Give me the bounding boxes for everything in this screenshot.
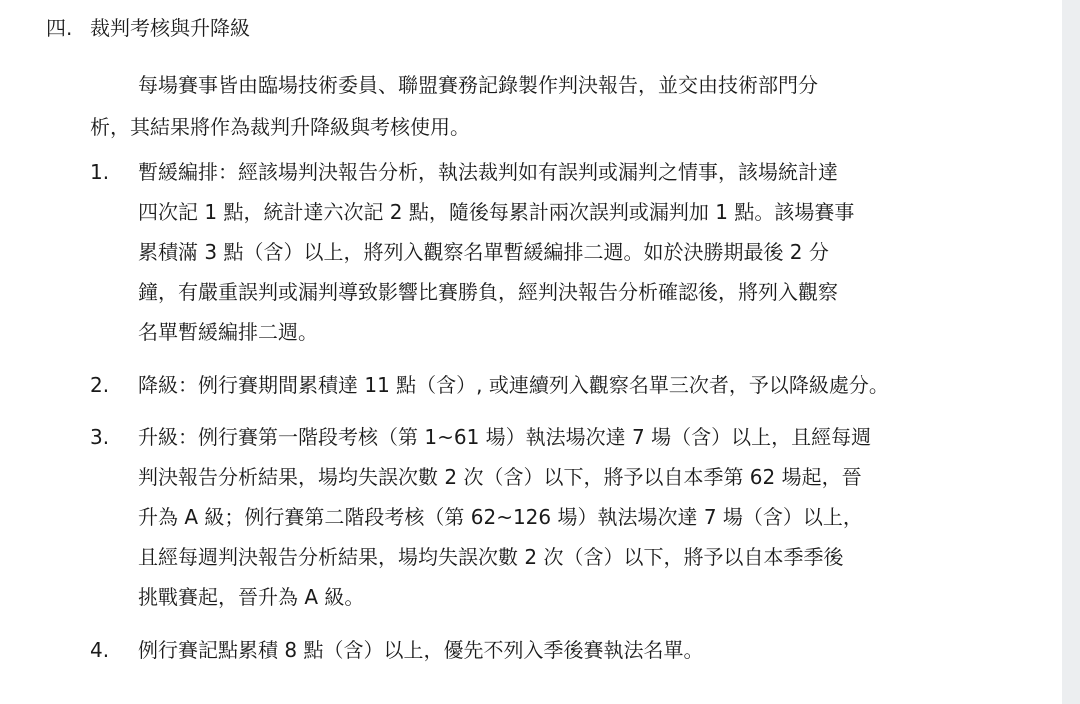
list-item-line: 且經每週判決報告分析結果，場均失誤次數 2 次（含）以下，將予以自本季季後 [138, 545, 844, 569]
section-title: 裁判考核與升降級 [90, 16, 250, 40]
list-item-line: 名單暫緩編排二週。 [138, 320, 318, 344]
list-item-2 [90, 365, 1020, 405]
intro-line: 析，其結果將作為裁判升降級與考核使用。 [90, 115, 470, 139]
list-marker: 1. [90, 160, 110, 184]
list-item-4 [90, 630, 1020, 670]
list-item-line: 判決報告分析結果，場均失誤次數 2 次（含）以下，將予以自本季第 62 場起，晉 [138, 465, 862, 489]
list-item-line: 鐘，有嚴重誤判或漏判導致影響比賽勝負，經判決報告分析確認後，將列入觀察 [138, 280, 838, 304]
intro-paragraph [90, 64, 990, 148]
list-item-3 [90, 417, 1020, 617]
list-item-line: 暫緩編排：經該場判決報告分析，執法裁判如有誤判或漏判之情事，該場統計達 [138, 160, 838, 184]
list-item-body [138, 365, 889, 405]
intro-line: 每場賽事皆由臨場技術委員、聯盟賽務記錄製作判決報告，並交由技術部門分 [138, 73, 818, 97]
list-marker: 2. [90, 373, 110, 397]
list-item-line: 例行賽記點累積 8 點（含）以上，優先不列入季後賽執法名單。 [138, 638, 704, 662]
list-item-line: 累積滿 3 點（含）以上，將列入觀察名單暫緩編排二週。如於決勝期最後 2 分 [138, 240, 829, 264]
list-marker: 4. [90, 638, 110, 662]
list-marker: 3. [90, 425, 110, 449]
list-item-line: 升級：例行賽第一階段考核（第 1~61 場）執法場次達 7 場（含）以上，且經每週 [138, 425, 872, 449]
list-item-line: 挑戰賽起，晉升為 A 級。 [138, 585, 365, 609]
list-item-line: 升為 A 級；例行賽第二階段考核（第 62~126 場）執法場次達 7 場（含）以上， [138, 505, 863, 529]
section-number: 四. [46, 16, 73, 40]
section-heading [46, 14, 250, 42]
list-item-body [138, 417, 871, 617]
list-item-body [138, 630, 703, 670]
list-item-body [138, 152, 854, 352]
scrollbar-track[interactable] [1062, 0, 1080, 704]
list-item-line: 降級：例行賽期間累積達 11 點（含）, 或連續列入觀察名單三次者，予以降級處分。 [138, 373, 889, 397]
list-item-line: 四次記 1 點，統計達六次記 2 點，隨後每累計兩次誤判或漏判加 1 點。該場賽事 [138, 200, 855, 224]
list-item-1 [90, 152, 1020, 352]
